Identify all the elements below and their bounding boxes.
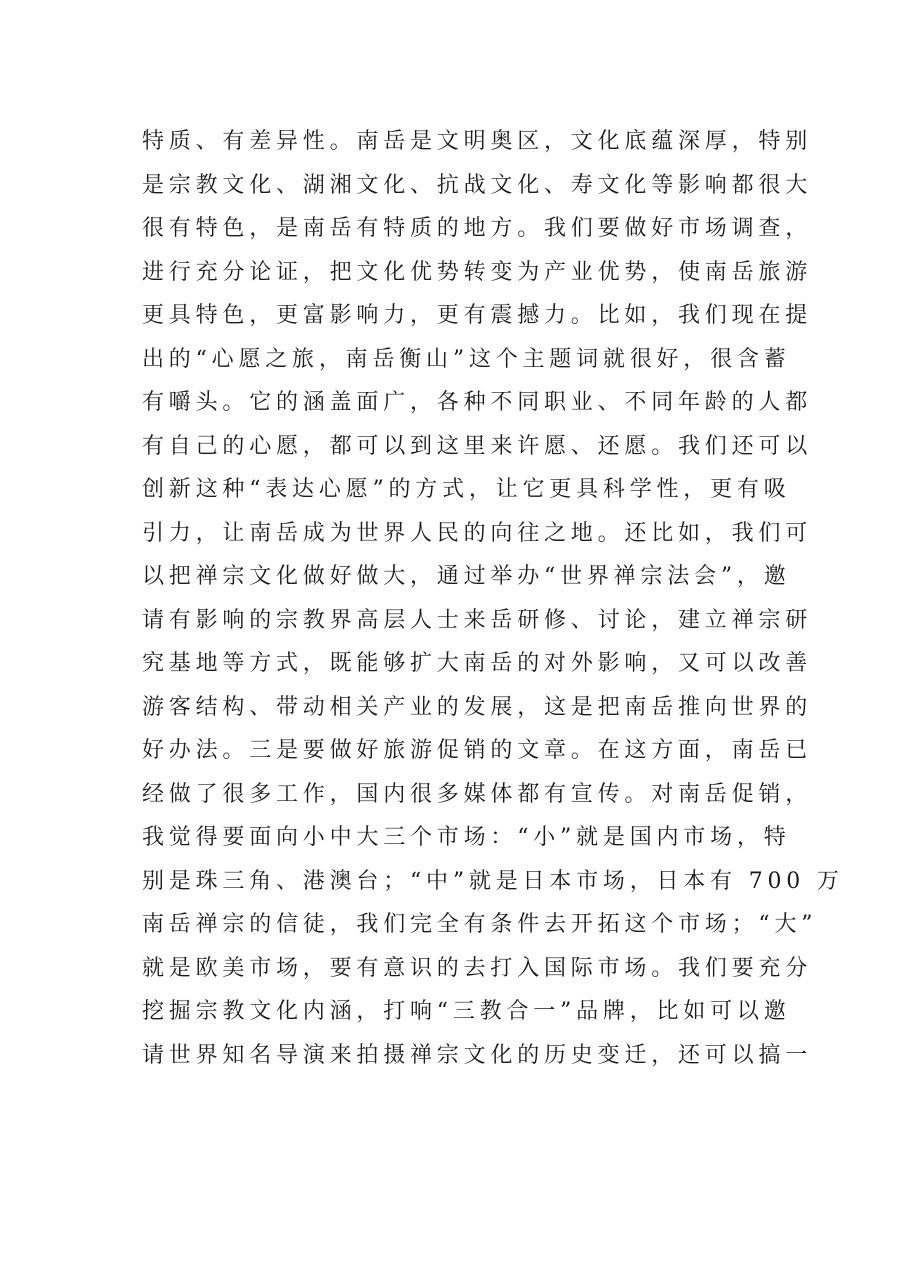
text-line-18: 别是珠三角、港澳台；“中”就是日本市场，日本有 700 万 xyxy=(142,868,844,894)
text-line-20: 就是欧美市场，要有意识的去打入国际市场。我们要充分 xyxy=(142,955,813,981)
text-line-11: 以把禅宗文化做好做大，通过举办“世界禅宗法会”，邀 xyxy=(142,564,791,589)
text-line-10: 引力，让南岳成为世界人民的向往之地。还比如，我们可 xyxy=(142,520,813,546)
text-line-8: 有自己的心愿，都可以到这里来许愿、还愿。我们还可以 xyxy=(142,433,813,459)
text-line-16: 经做了很多工作，国内很多媒体都有宣传。对南岳促销， xyxy=(142,781,813,807)
text-line-9: 创新这种“表达心愿”的方式，让它更具科学性，更有吸 xyxy=(142,477,791,502)
text-line-17: 我觉得要面向小中大三个市场：“小”就是国内市场，特 xyxy=(142,825,791,850)
text-line-12: 请有影响的宗教界高层人士来岳研修、讨论，建立禅宗研 xyxy=(142,607,813,633)
text-line-4: 进行充分论证，把文化优势转变为产业优势，使南岳旅游 xyxy=(142,259,813,285)
body-paragraph xyxy=(142,120,844,1077)
text-line-6: 出的“心愿之旅，南岳衡山”这个主题词就很好，很含蓄 xyxy=(142,346,791,372)
text-line-5: 更具特色，更富影响力，更有震撼力。比如，我们现在提 xyxy=(142,303,813,328)
text-line-19: 南岳禅宗的信徒，我们完全有条件去开拓这个市场；“大” xyxy=(142,912,818,937)
text-line-1: 特质、有差异性。南岳是文明奥区，文化底蕴深厚，特别 xyxy=(142,129,813,154)
text-line-14: 游客结构、带动相关产业的发展，这是把南岳推向世界的 xyxy=(142,694,813,720)
text-line-2: 是宗教文化、湖湘文化、抗战文化、寿文化等影响都很大 xyxy=(142,172,813,198)
text-line-15: 好办法。三是要做好旅游促销的文章。在这方面，南岳已 xyxy=(142,738,813,763)
text-line-7: 有嚼头。它的涵盖面广，各种不同职业、不同年龄的人都 xyxy=(142,390,813,415)
text-line-21: 挖掘宗教文化内涵，打响“三教合一”品牌，比如可以邀 xyxy=(142,999,791,1024)
text-line-3: 很有特色，是南岳有特质的地方。我们要做好市场调查， xyxy=(142,216,813,241)
text-line-22: 请世界知名导演来拍摄禅宗文化的历史变迁，还可以搞一 xyxy=(142,1042,813,1068)
text-line-13: 究基地等方式，既能够扩大南岳的对外影响，又可以改善 xyxy=(142,651,813,676)
